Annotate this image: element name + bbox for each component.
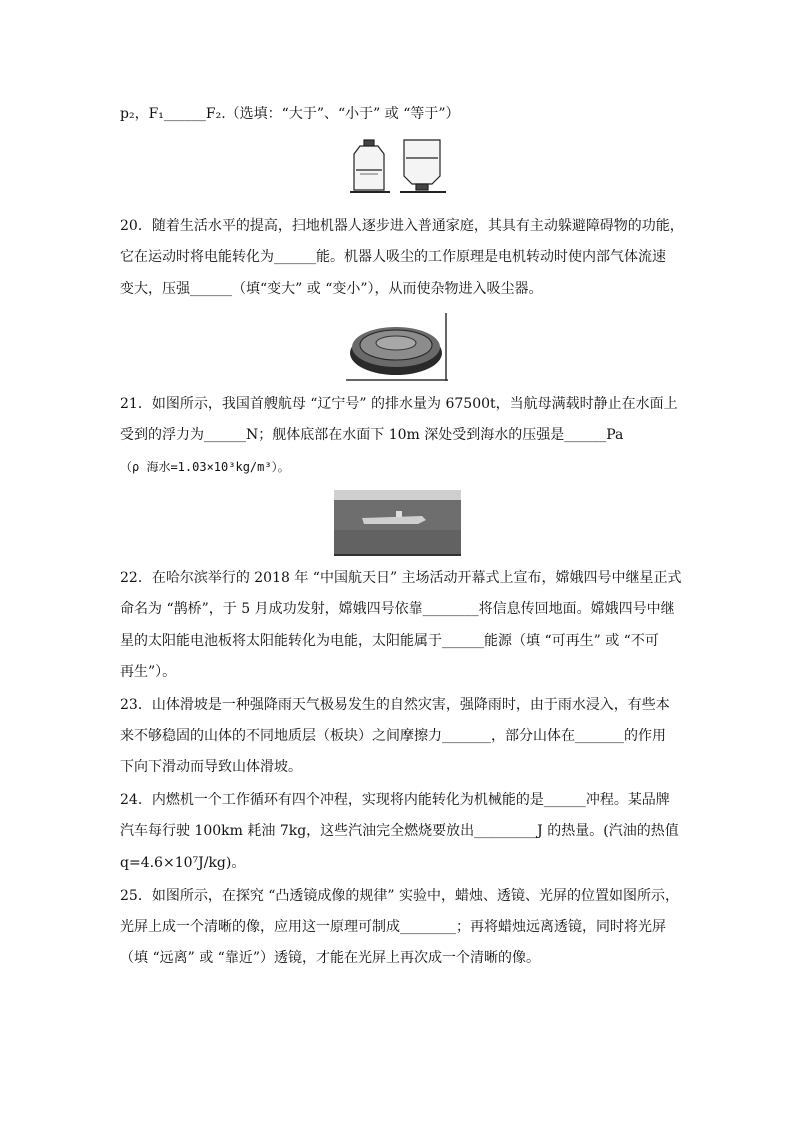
q24-line-3: q=4.6×10⁷J/kg)。 [120,855,246,871]
q21-line-1: 21．如图所示，我国首艘航母 “辽宁号” 的排水量为 67500t，当航母满载时静止在水面上 [120,396,678,412]
q25-line-3: （填 “远离” 或 “靠近”）透镜，才能在光屏上再次成一个清晰的像。 [120,950,540,966]
q24-line-2: 汽车每行驶 100km 耗油 7kg，这些汽油完全燃烧要放出_________J 的热量。(汽油的热值 [120,823,679,839]
q21-line-3: （ρ 海水=1.03×10³kg/m³）。 [120,460,290,474]
q24-line-1: 24．内燃机一个工作循环有四个冲程，实现将内能转化为机械能的是______冲程。某品牌 [120,792,670,808]
bottles-figure [350,136,446,196]
q22-line-1: 22．在哈尔滨举行的 2018 年 “中国航天日” 主场活动开幕式上宣布，嫦娥四号中继星正式 [120,570,682,586]
q25-line-1: 25．如图所示，在探究 “凸透镜成像的规律” 实验中，蜡烛、透镜、光屏的位置如图所示， [120,888,680,904]
q25-line-2: 光屏上成一个清晰的像，应用这一原理可制成________；再将蜡烛远离透镜，同时将光屏 [120,919,666,935]
q22-line-2: 命名为 “鹊桥”，于 5 月成功发射，嫦娥四号依靠________将信息传回地面。嫦娥四号中继 [120,601,675,617]
robot-vacuum-figure [346,313,448,381]
carrier-photo-figure [334,490,461,556]
q22-line-3: 星的太阳能电池板将太阳能转化为电能，太阳能属于______能源（填 “可再生” 或 “不可 [120,633,659,649]
q20-line-3: 变大，压强______（填“变大” 或 “变小”），从而使杂物进入吸尘器。 [120,281,543,297]
q19-tail-line: p₂，F₁______F₂.（选填：“大于”、“小于” 或 “等于”） [120,106,460,122]
q23-line-2: 来不够稳固的山体的不同地质层（板块）之间摩擦力_______，部分山体在_______的作用 [120,728,666,744]
q22-line-4: 再生”）。 [120,664,177,680]
q23-line-1: 23．山体滑坡是一种强降雨天气极易发生的自然灾害，强降雨时，由于雨水浸入，有些本 [120,697,670,713]
q23-line-3: 下向下滑动而导致山体滑坡。 [120,759,302,775]
q20-line-1: 20．随着生活水平的提高，扫地机器人逐步进入普通家庭，其具有主动躲避障碍物的功能， [120,218,684,234]
q20-line-2: 它在运动时将电能转化为______能。机器人吸尘的工作原理是电机转动时使内部气体流速 [120,249,666,265]
q21-line-2: 受到的浮力为______N；舰体底部在水面下 10m 深处受到海水的压强是______Pa [120,427,624,443]
